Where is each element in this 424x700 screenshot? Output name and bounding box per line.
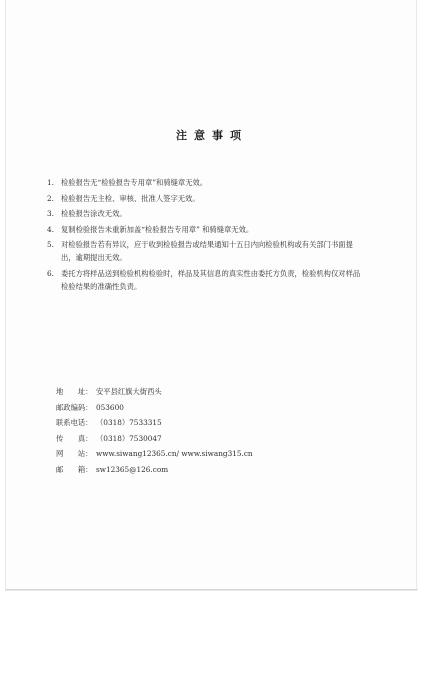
contact-postcode: [56, 402, 356, 414]
contact-label: 地 址：: [56, 387, 93, 396]
contact-fax: [56, 433, 356, 445]
notice-number: 4.: [47, 224, 54, 234]
postcode-value: 053600: [96, 402, 124, 412]
notice-number: 3.: [47, 209, 54, 218]
contact-label: 网 站：: [56, 449, 93, 458]
contact-label: 传 真：: [56, 433, 93, 443]
address-value: 安平县红旗大街西头: [96, 387, 162, 396]
notice-number: 5.: [47, 240, 54, 249]
notice-item: [47, 267, 367, 293]
notice-item: [47, 238, 367, 264]
phone-value: （0318）7533315: [96, 418, 162, 427]
notice-number: 6.: [47, 268, 54, 278]
email-value: sw12365@126.com: [96, 464, 169, 474]
document-page: [6, 0, 416, 590]
contact-website: [56, 448, 356, 460]
notice-text: 委托方将样品送到检验机构检验时，样品及其信息的真实性由委托方负责，检验机构仅对样品检验结果的准确性负责。: [61, 268, 361, 291]
page-edge: [6, 589, 418, 590]
notice-item: [47, 176, 367, 189]
contact-phone: [56, 417, 356, 429]
notice-item: [47, 192, 367, 205]
contact-address: [56, 386, 356, 398]
contact-info: [56, 386, 356, 479]
page-title: 注意事项: [176, 129, 248, 142]
contact-email: [56, 464, 356, 476]
notice-text: 检验报告无“检验报告专用章”和骑缝章无效。: [61, 178, 208, 187]
notice-list: [47, 176, 367, 295]
website-value: www.siwang12365.cn/ www.siwang315.cn: [96, 449, 253, 458]
contact-label: 联系电话：: [56, 418, 93, 427]
notice-number: 1.: [47, 178, 54, 187]
notice-text: 检验报告无主检、审核、批准人签字无效。: [61, 193, 200, 203]
notice-text: 检验报告涂改无效。: [61, 209, 127, 218]
contact-label: 邮 箱：: [56, 464, 93, 474]
notice-text: 对检验报告若有异议，应于收到检验报告或结果通知十五日内向检验机构或有关部门书面提出，逾期提出无效。: [61, 240, 353, 262]
contact-label: 邮政编码：: [56, 402, 93, 412]
notice-text: 复制检验报告未重新加盖“检验报告专用章” 和骑缝章无效。: [61, 224, 254, 234]
notice-number: 2.: [47, 193, 54, 203]
notice-item: [47, 207, 367, 220]
fax-value: （0318）7530047: [96, 433, 162, 443]
notice-item: [47, 223, 367, 236]
